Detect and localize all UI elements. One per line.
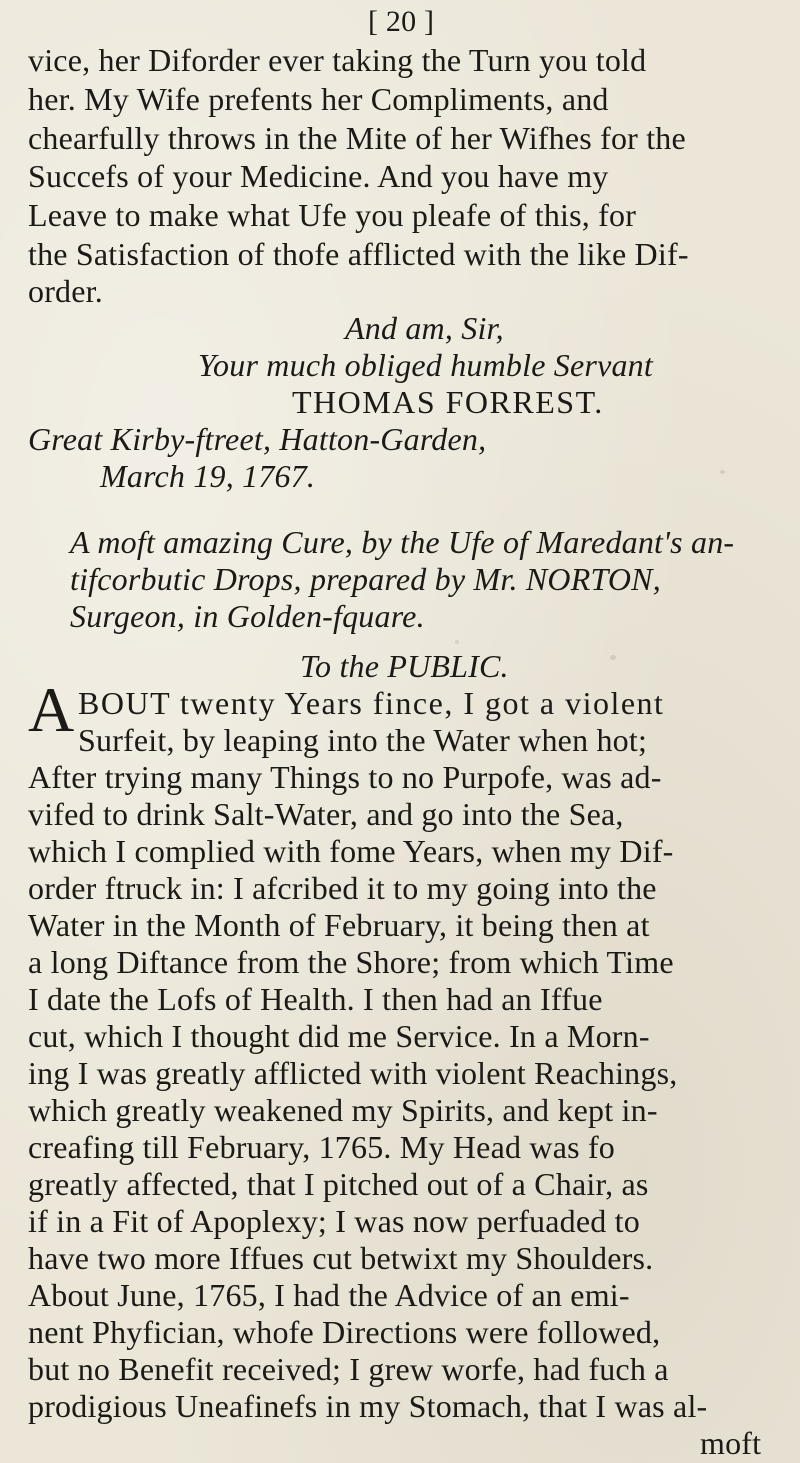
text-line-6: the Satisfaction of thofe afflicted with the like Dif- bbox=[28, 236, 689, 272]
closing-servant: Your much obliged humble Servant bbox=[198, 347, 653, 383]
signature-name: THOMAS FORREST. bbox=[292, 384, 604, 420]
text-line-1: vice, her Diforder ever taking the Turn you told bbox=[28, 42, 647, 78]
text-line-3: chearfully throws in the Mite of her Wifhes for the bbox=[28, 120, 686, 156]
body-line-4: vifed to drink Salt-Water, and go into the Sea, bbox=[28, 796, 624, 832]
body-line-3: After trying many Things to no Purpofe, was ad- bbox=[28, 759, 662, 795]
catchword: moft bbox=[700, 1425, 762, 1461]
body-line-10: cut, which I thought did me Service. In a Morn- bbox=[28, 1018, 650, 1054]
body-line-17: About June, 1765, I had the Advice of an emi- bbox=[28, 1277, 630, 1313]
page-number: [ 20 ] bbox=[368, 5, 435, 38]
text-line-7: order. bbox=[28, 273, 103, 309]
date-line: March 19, 1767. bbox=[100, 458, 316, 494]
body-line-15: if in a Fit of Apoplexy; I was now perfuaded to bbox=[28, 1203, 640, 1239]
drop-cap: A bbox=[28, 674, 75, 745]
body-line-13: creafing till February, 1765. My Head was fo bbox=[28, 1129, 616, 1165]
address-line: Great Kirby-ftreet, Hatton-Garden, bbox=[28, 421, 487, 457]
heading-line-1: A moft amazing Cure, by the Ufe of Maredant's an- bbox=[70, 524, 735, 560]
body-line-12: which greatly weakened my Spirits, and kept in- bbox=[28, 1092, 658, 1128]
text-line-4: Succefs of your Medicine. And you have my bbox=[28, 158, 609, 194]
paper-speck bbox=[610, 655, 616, 660]
closing-salutation: And am, Sir, bbox=[345, 310, 504, 346]
body-line-18: nent Phyfician, whofe Directions were followed, bbox=[28, 1314, 661, 1350]
body-line-1: BOUT twenty Years fince, I got a violent bbox=[78, 685, 665, 721]
body-line-14: greatly affected, that I pitched out of a Chair, as bbox=[28, 1166, 649, 1202]
paper-speck bbox=[455, 640, 459, 644]
body-line-2: Surfeit, by leaping into the Water when hot; bbox=[78, 722, 648, 758]
body-line-9: I date the Lofs of Health. I then had an Iffue bbox=[28, 981, 603, 1017]
text-line-2: her. My Wife prefents her Compliments, and bbox=[28, 81, 609, 117]
body-line-8: a long Diftance from the Shore; from which Time bbox=[28, 944, 674, 980]
body-line-6: order ftruck in: I afcribed it to my going into the bbox=[28, 870, 657, 906]
paper-speck bbox=[720, 470, 725, 474]
address-to-public: To the PUBLIC. bbox=[300, 648, 509, 684]
body-line-7: Water in the Month of February, it being then at bbox=[28, 907, 650, 943]
heading-line-2: tifcorbutic Drops, prepared by Mr. NORTON, bbox=[70, 561, 661, 597]
body-line-20: prodigious Uneafinefs in my Stomach, that I was al- bbox=[28, 1388, 708, 1424]
body-line-5: which I complied with fome Years, when my Dif- bbox=[28, 833, 674, 869]
body-line-19: but no Benefit received; I grew worfe, had fuch a bbox=[28, 1351, 669, 1387]
body-line-16: have two more Iffues cut betwixt my Shoulders. bbox=[28, 1240, 654, 1276]
body-line-11: ing I was greatly afflicted with violent Reachings, bbox=[28, 1055, 678, 1091]
heading-line-3: Surgeon, in Golden-fquare. bbox=[70, 598, 425, 634]
text-line-5: Leave to make what Ufe you pleafe of this, for bbox=[28, 197, 637, 233]
